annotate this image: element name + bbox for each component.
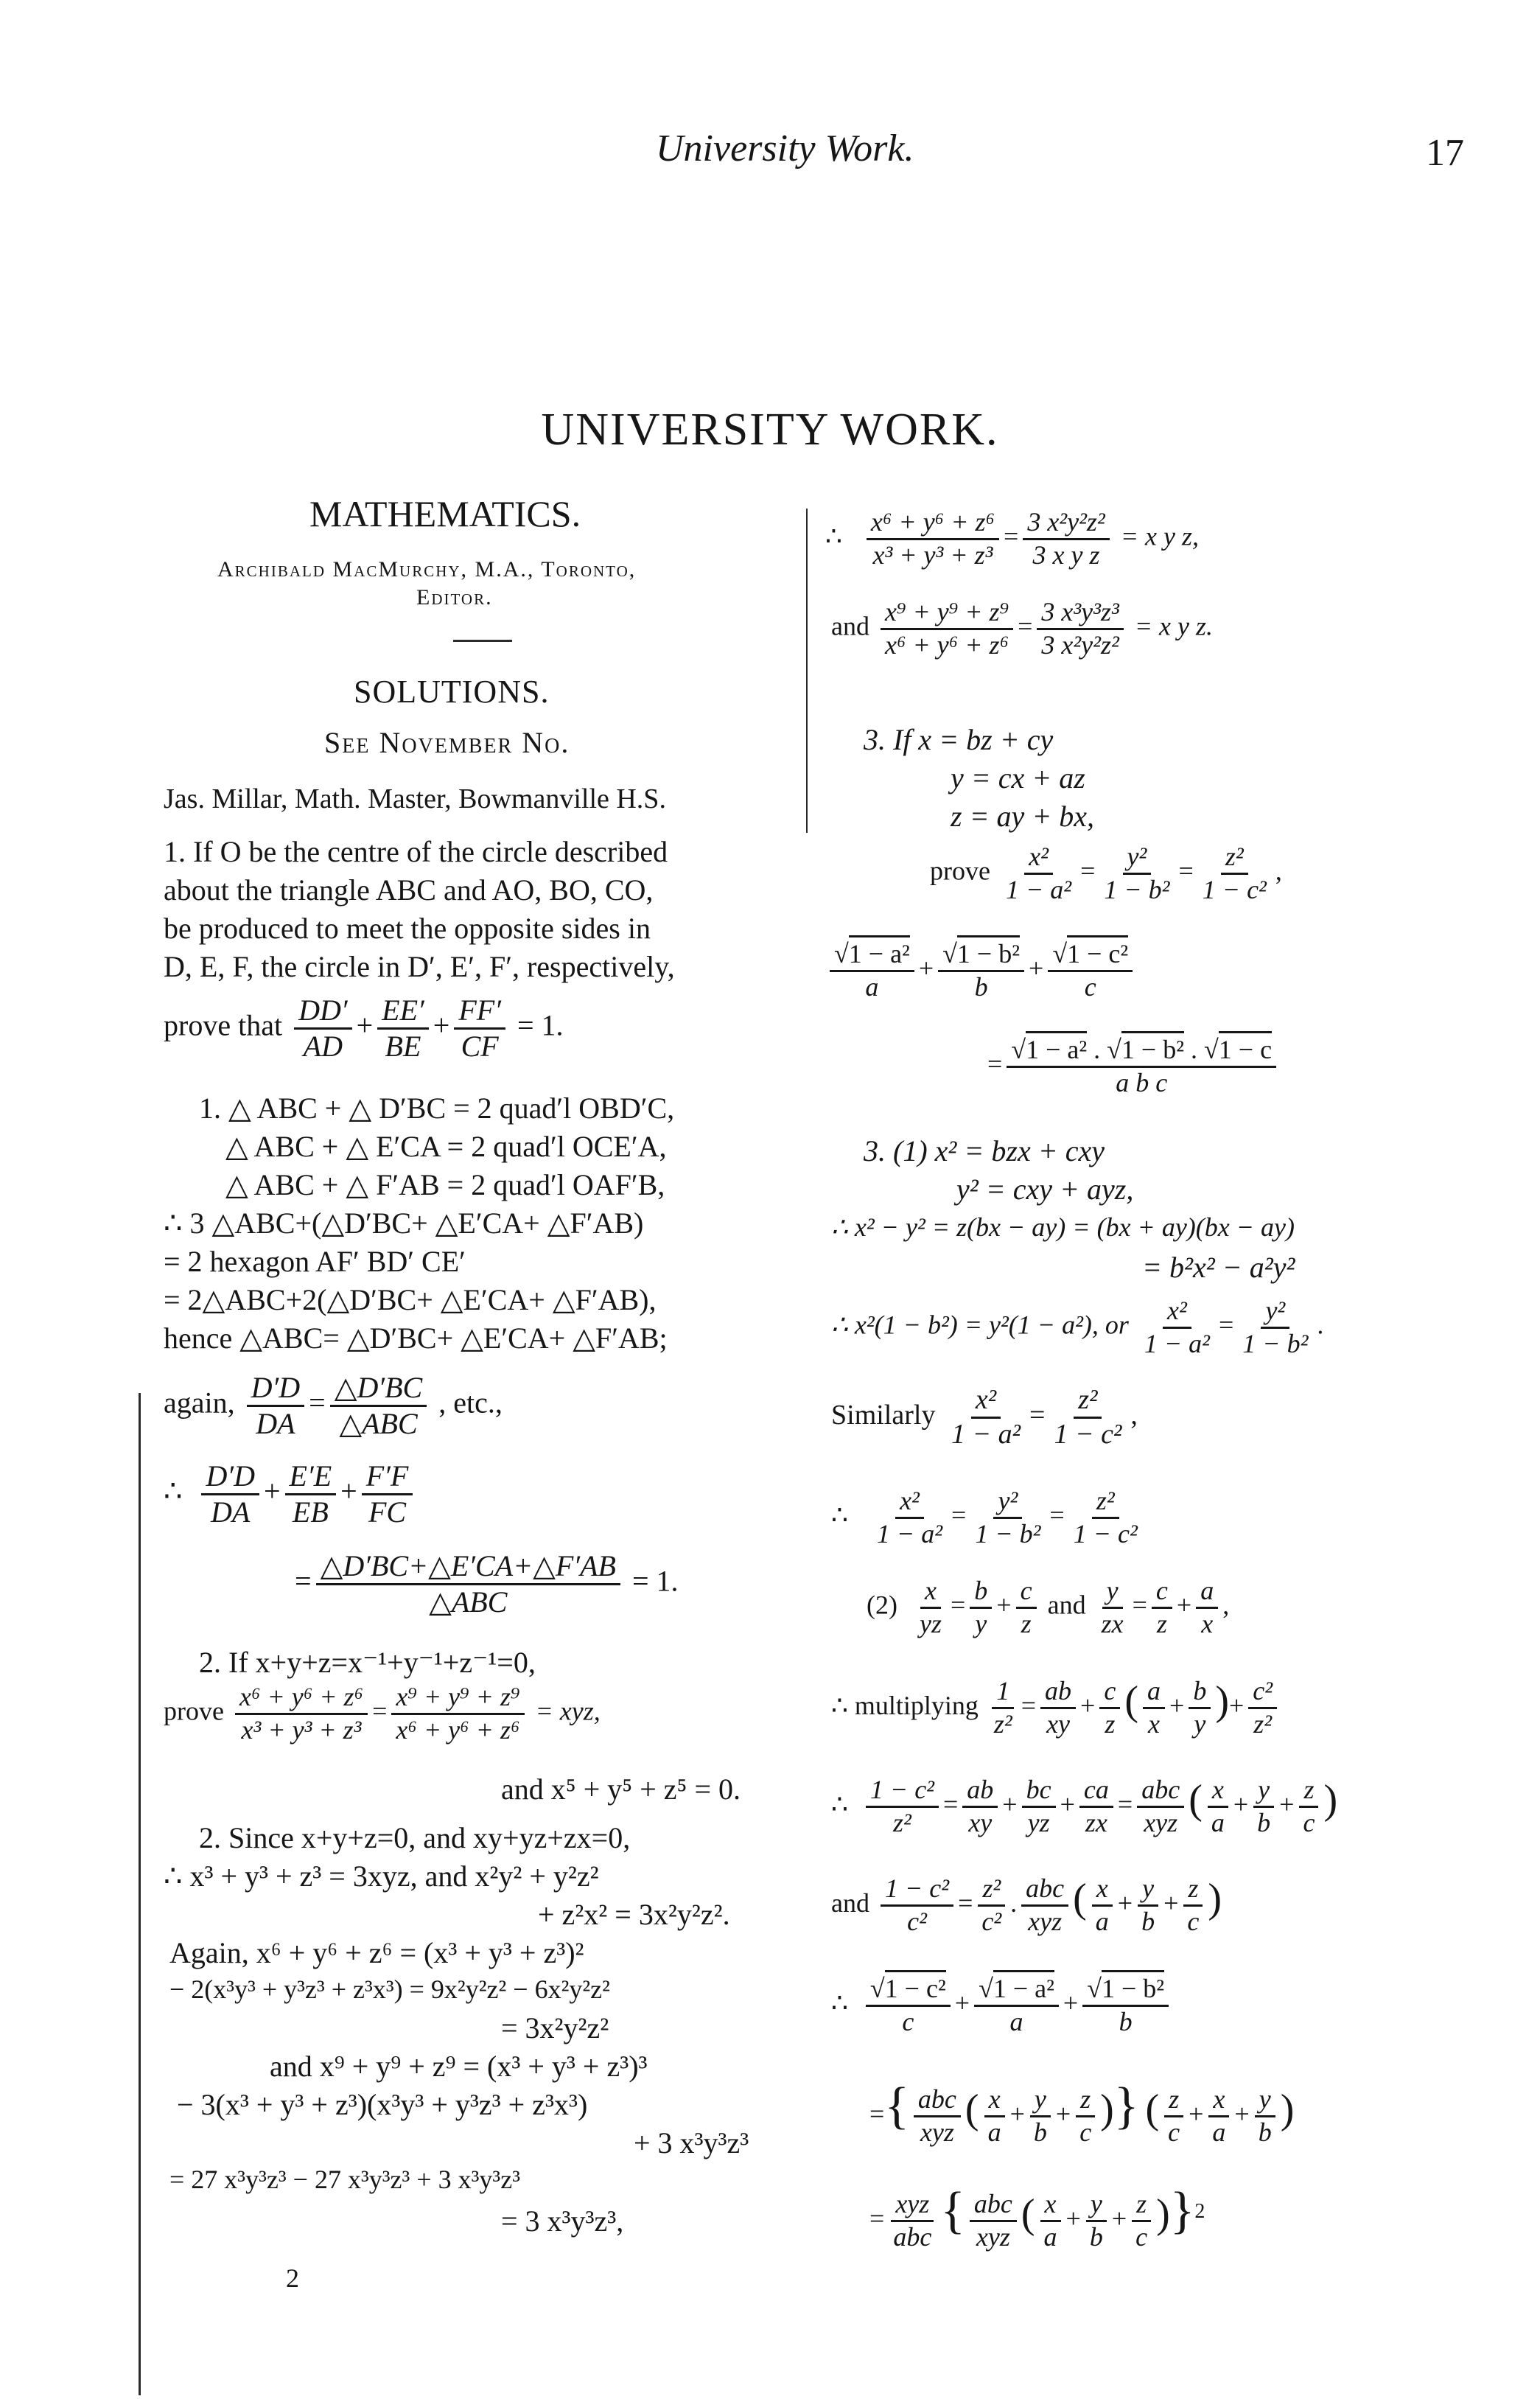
frac-den: DA <box>256 1407 295 1440</box>
frac-den: CF <box>461 1030 499 1063</box>
solution-2-line: − 3(x³ + y³ + z³)(x³y³ + y³z³ + z³x³) <box>177 2088 588 2121</box>
part-label: (2) <box>867 1590 897 1620</box>
frac-num: z² <box>1092 1487 1119 1519</box>
root-fraction-sum: ∴ $\frac{\text{√1 − c²}}{c}$ + $\frac{\text{√1 − a²}}{a}$ + $\frac{\text{√1 − b²}}{b}$ <box>831 1975 1173 2036</box>
frac-den: 1 − c² <box>1202 874 1267 904</box>
frac-den: 1 − a² <box>876 1518 942 1548</box>
frac-den: x⁶ + y⁶ + z⁶ <box>396 1714 520 1745</box>
therefore-sum: ∴ $\frac{D'D}{DA}$ + $\frac{E'E}{EB}$ + $\frac{F'F}{FC}$ <box>164 1461 417 1528</box>
frac-num: z² <box>1221 843 1248 875</box>
and-label: and <box>831 611 869 641</box>
page-title: UNIVERSITY WORK. <box>541 405 999 455</box>
solution-3-1-line: 3. (1) x² = bzx + cxy <box>864 1134 1105 1167</box>
exponent: 2 <box>1194 2200 1205 2223</box>
editor-line-1: Archibald MacMurchy, M.A., Toronto, <box>217 557 637 582</box>
radicand: 1 − a² <box>1026 1031 1087 1064</box>
editor-line-2: Editor. <box>416 585 493 610</box>
therefore-3-equation: ∴ $\frac{\text{x²}}{\text{1 − a²}}$ = $\frac{\text{y²}}{\text{1 − b²}}$ = $\frac{\text{z²}}{\text{1 − c²}}$ <box>831 1487 1147 1548</box>
problem-1-line: about the triangle ABC and AO, BO, CO, <box>164 873 654 907</box>
frac-den: 1 − b² <box>975 1518 1041 1548</box>
final-result: = $\frac{\text{xyz}}{\text{abc}}$ { $\frac{\text{abc}}{\text{xyz}}$ ( $\frac{x}{a}$ + $\frac{y}{b}$ + $\frac{z}{c}$ )}$^2$ <box>869 2182 1205 2252</box>
solution-2-line: Again, x⁶ + y⁶ + z⁶ = (x³ + y³ + z³)² <box>169 1936 584 1969</box>
frac-num: EE′ <box>377 995 429 1030</box>
radicand: 1 − b² <box>1121 1031 1184 1064</box>
frac-num: x⁶ + y⁶ + z⁶ <box>867 509 999 540</box>
solution-1-line: 1. △ ABC + △ D′BC = 2 quad′l OBD′C, <box>199 1092 675 1125</box>
problem-1-line: 1. If O be the centre of the circle described <box>164 835 668 868</box>
frac-den: b <box>974 971 988 1002</box>
problem-3-line: y = cx + az <box>951 761 1085 795</box>
frac-num: z² <box>1074 1386 1102 1419</box>
frac-num: y² <box>993 1487 1022 1519</box>
problem-2-line: 2. If x+y+z=x⁻¹+y⁻¹+z⁻¹=0, <box>199 1646 536 1679</box>
bracketed-product: ={ $\frac{\text{abc}}{\text{xyz}}$ ( $\frac{x}{a}$ + $\frac{y}{b}$ + $\frac{z}{c}$ )} ( $\frac{z}{c}$ + $\frac{x}{a}$ + $\frac{y}{b}$ ) <box>869 2078 1295 2148</box>
frac-den: 1 − c² <box>1073 1518 1138 1548</box>
frac-den: 1 − b² <box>1242 1328 1309 1358</box>
solutions-heading: SOLUTIONS. <box>354 674 550 710</box>
frac-den: △ABC <box>429 1585 508 1618</box>
frac-num: E′E <box>285 1461 337 1495</box>
frac-den: c <box>1084 971 1096 1002</box>
frac-num: x² <box>895 1487 924 1519</box>
frac-den: 1 − a² <box>1005 874 1072 904</box>
radicand: 1 − c <box>1219 1031 1272 1064</box>
frac-den: a <box>865 971 879 1002</box>
left-margin-rule <box>139 1393 141 2395</box>
frac-den: AD <box>303 1030 343 1063</box>
therefore-sign: ∴ <box>164 1474 190 1508</box>
frac-num: x² <box>1024 843 1053 875</box>
frac-num: x² <box>1163 1297 1191 1329</box>
radicand: 1 − c² <box>1067 935 1128 968</box>
problem-3-prove: prove $\frac{\text{x²}}{\text{1 − a²}}$ = $\frac{\text{y²}}{\text{1 − b²}}$ = $\frac{\text{z²}}{\text{1 − c²}}$ , <box>930 842 1282 904</box>
similarly-label: Similarly <box>831 1400 936 1431</box>
frac-num: D′D <box>247 1372 305 1407</box>
solution-3-1-line: ∴ x² − y² = z(bx − ay) = (bx + ay)(bx − ay) <box>831 1212 1295 1242</box>
frac-num: 3 x²y²z² <box>1023 509 1109 540</box>
result-a: ∴ $\frac{\text{x⁶ + y⁶ + z⁶}}{\text{x³ + y³ + z³}}$ = $\frac{\text{3 x²y²z²}}{\text{3 x y z}}$ = x y z, <box>825 507 1199 570</box>
solution-3-1-line: y² = cxy + ayz, <box>956 1173 1134 1206</box>
prove-that-label: prove that <box>164 1008 283 1042</box>
solution-2-line: + 3 x³y³z³ <box>634 2126 749 2159</box>
problem-1-line: be produced to meet the opposite sides in <box>164 912 651 945</box>
frac-den: FC <box>368 1495 407 1529</box>
therefore-sign: ∴ <box>831 1500 861 1530</box>
again-label: again, <box>164 1386 235 1420</box>
frac-den: x³ + y³ + z³ <box>241 1714 362 1745</box>
solution-3-1-conclusion: ∴ x²(1 − b²) = y²(1 − a²), or $\frac{\text{x²}}{\text{1 − a²}}$ = $\frac{\text{y²}}{\text{1 − b²}}$ . <box>831 1296 1324 1358</box>
solution-author: Jas. Millar, Math. Master, Bowmanville H.S. <box>164 783 666 814</box>
solution-2-line: and x⁹ + y⁹ + z⁹ = (x³ + y³ + z³)³ <box>270 2050 648 2083</box>
therefore-sign: ∴ <box>825 521 855 551</box>
equals-xyz: = x y z. <box>1134 611 1214 641</box>
frac-den: a b c <box>1116 1067 1168 1097</box>
solution-2-line: = 3x²y²z² <box>501 2011 609 2044</box>
equals-xyz: = xyz, <box>535 1696 601 1726</box>
solution-2-line: = 27 x³y³z³ − 27 x³y³z³ + 3 x³y³z³ <box>169 2165 520 2194</box>
frac-den: 1 − c² <box>1054 1418 1122 1450</box>
root-product-equation: = $\frac{\text{√1 − a² . √1 − b² . √1 − c}}{\text{a b c}}$ <box>987 1036 1281 1097</box>
solution-2-line: + z²x² = 3x²y²z². <box>538 1898 730 1931</box>
solution-1-line: △ ABC + △ E′CA = 2 quad′l OCE′A, <box>225 1130 667 1163</box>
editor-divider <box>453 640 512 642</box>
section-heading: MATHEMATICS. <box>309 493 581 534</box>
frac-num: D′D <box>201 1461 259 1495</box>
see-november: See November No. <box>324 726 570 759</box>
conclusion-text: ∴ x²(1 − b²) = y²(1 − a²), or <box>831 1310 1129 1340</box>
frac-den: 1 − a² <box>951 1418 1021 1450</box>
frac-den: BE <box>385 1030 421 1063</box>
frac-num: x² <box>971 1386 1001 1419</box>
frac-num: y² <box>1261 1297 1289 1329</box>
solution-3-1-line: = b²x² − a²y² <box>1142 1251 1295 1284</box>
and-label: and <box>1047 1590 1086 1620</box>
prove-label: prove <box>164 1696 224 1726</box>
solution-2-line: 2. Since x+y+z=0, and xy+yz+zx=0, <box>199 1821 631 1854</box>
frac-num: y² <box>1123 843 1152 875</box>
solution-2-line: ∴ x³ + y³ + z³ = 3xyz, and x²y² + y²z² <box>164 1860 599 1893</box>
solution-1-line: hence △ABC= △D′BC+ △E′CA+ △F′AB; <box>164 1321 668 1355</box>
frac-den: 1 − b² <box>1104 874 1170 904</box>
frac-num: △D′BC <box>330 1372 427 1407</box>
multiplying-label: ∴ multiplying <box>831 1691 979 1720</box>
solution-1-line: ∴ 3 △ABC+(△D′BC+ △E′CA+ △F′AB) <box>164 1207 644 1240</box>
column-divider <box>806 509 808 833</box>
problem-3-line: 3. If x = bz + cy <box>864 723 1054 756</box>
similarly-equation: Similarly $\frac{\text{x²}}{\text{1 − a²}}$ = $\frac{\text{z²}}{\text{1 − c²}}$ , <box>831 1384 1138 1450</box>
radicand: 1 − b² <box>957 935 1020 968</box>
multiplying-equation: ∴ multiplying $\frac{1}{\text{z²}}$ = $\frac{ab}{xy}$ + $\frac{c}{z}$ ( $\frac{a}{x}$ + $\frac{b}{y}$ )+ $\frac{\text{c²}}{\text{z²}}$ <box>831 1677 1281 1739</box>
equals-xyz: = x y z, <box>1120 521 1199 551</box>
solution-1-line: = 2 hexagon AF′ BD′ CE′ <box>164 1245 466 1278</box>
etc-label: , etc., <box>438 1386 503 1420</box>
and-label: and <box>831 1888 869 1918</box>
triangle-sum-equation: = $\frac{\triangle D'BC+\triangle E'CA+\triangle F'AB}{\text{△ABC}}$ = 1. <box>295 1549 679 1618</box>
and-equation: and $\frac{\text{1 − c²}}{\text{c²}}$ = $\frac{\text{z²}}{\text{c²}}$ . $\frac{\text{abc}}{\text{xyz}}$ ( $\frac{x}{a}$ + $\frac{y}{b}$ + $\frac{z}{c}$ ) <box>831 1874 1222 1937</box>
frac-den: x⁶ + y⁶ + z⁶ <box>884 629 1009 660</box>
frac-num: 3 x³y³z³ <box>1037 598 1123 630</box>
problem-2-and: and x⁵ + y⁵ + z⁵ = 0. <box>501 1773 741 1806</box>
solution-2-line: = 3 x³y³z³, <box>501 2204 624 2238</box>
problem-2-equation: prove $\frac{\text{x⁶ + y⁶ + z⁶}}{\text{x³ + y³ + z³}}$ = $\frac{\text{x⁹ + y⁹ + z⁹}}{\text{x⁶ + y⁶ + z⁶}}$ = xyz, <box>164 1682 601 1745</box>
page-number: 17 <box>1426 132 1464 174</box>
solution-1-line: = 2△ABC+2(△D′BC+ △E′CA+ △F′AB), <box>164 1283 657 1316</box>
frac-num: FF′ <box>454 995 505 1030</box>
frac-num: x⁹ + y⁹ + z⁹ <box>881 598 1013 630</box>
again-equation: again, $\frac{D'D}{DA}$ = $\frac{\triangle D'BC}{\text{△ABC}}$ , etc., <box>164 1371 503 1440</box>
equals-one: = 1. <box>517 1008 564 1042</box>
problem-3-line: z = ay + bx, <box>951 800 1095 833</box>
root-sum-equation: $\frac{\text{√1 − a²}}{a}$ + $\frac{\text{√1 − b²}}{b}$ + $\frac{\text{√1 − c²}}{c}$ <box>825 940 1137 1002</box>
frac-num: x⁶ + y⁶ + z⁶ <box>235 1683 368 1715</box>
solution-1-line: △ ABC + △ F′AB = 2 quad′l OAF′B, <box>225 1168 665 1201</box>
therefore-expansion: ∴ $\frac{\text{1 − c²}}{\text{z²}}$ = $\frac{ab}{xy}$ + $\frac{bc}{yz}$ + $\frac{ca}{zx}$ = $\frac{\text{abc}}{\text{xyz}}$ ( $\frac{x}{a}$ + $\frac{y}{b}$ + $\frac{z}{c}$ ) <box>831 1775 1338 1838</box>
problem-1-line: D, E, F, the circle in D′, E′, F′, respectively, <box>164 950 675 983</box>
radicand: 1 − a² <box>849 935 910 968</box>
equals-one: = 1. <box>631 1564 679 1598</box>
prove-label: prove <box>930 856 990 886</box>
solution-3-2-equation: (2) $\frac{x}{yz}$ = $\frac{b}{y}$ + $\frac{c}{z}$ and $\frac{y}{zx}$ = $\frac{c}{z}$ + $\frac{a}{x}$ , <box>867 1576 1230 1638</box>
running-head-title: University Work. <box>656 128 914 170</box>
frac-den: EB <box>292 1495 329 1529</box>
frac-den: x³ + y³ + z³ <box>872 539 993 570</box>
frac-den: 3 x²y²z² <box>1041 629 1119 660</box>
frac-den: DA <box>211 1495 251 1529</box>
frac-den: 1 − a² <box>1144 1328 1210 1358</box>
frac-num: DD′ <box>294 995 352 1030</box>
result-b: and $\frac{\text{x⁹ + y⁹ + z⁹}}{\text{x⁶ + y⁶ + z⁶}}$ = $\frac{\text{3 x³y³z³}}{\text{3 x²y²z²}}$ = x y z. <box>831 597 1214 660</box>
frac-num: x⁹ + y⁹ + z⁹ <box>391 1683 524 1715</box>
signature-mark: 2 <box>286 2263 299 2293</box>
problem-1-equation: prove that $\frac{DD'}{AD}$ + $\frac{EE'}{BE}$ + $\frac{FF'}{CF}$ = 1. <box>164 994 564 1063</box>
frac-den: 3 x y z <box>1032 539 1100 570</box>
frac-num: △D′BC+△E′CA+△F′AB <box>316 1551 620 1585</box>
solution-2-line: − 2(x³y³ + y³z³ + z³x³) = 9x²y²z² − 6x²y²z² <box>169 1974 610 2004</box>
frac-den: △ABC <box>339 1407 418 1440</box>
frac-num: F′F <box>362 1461 413 1495</box>
